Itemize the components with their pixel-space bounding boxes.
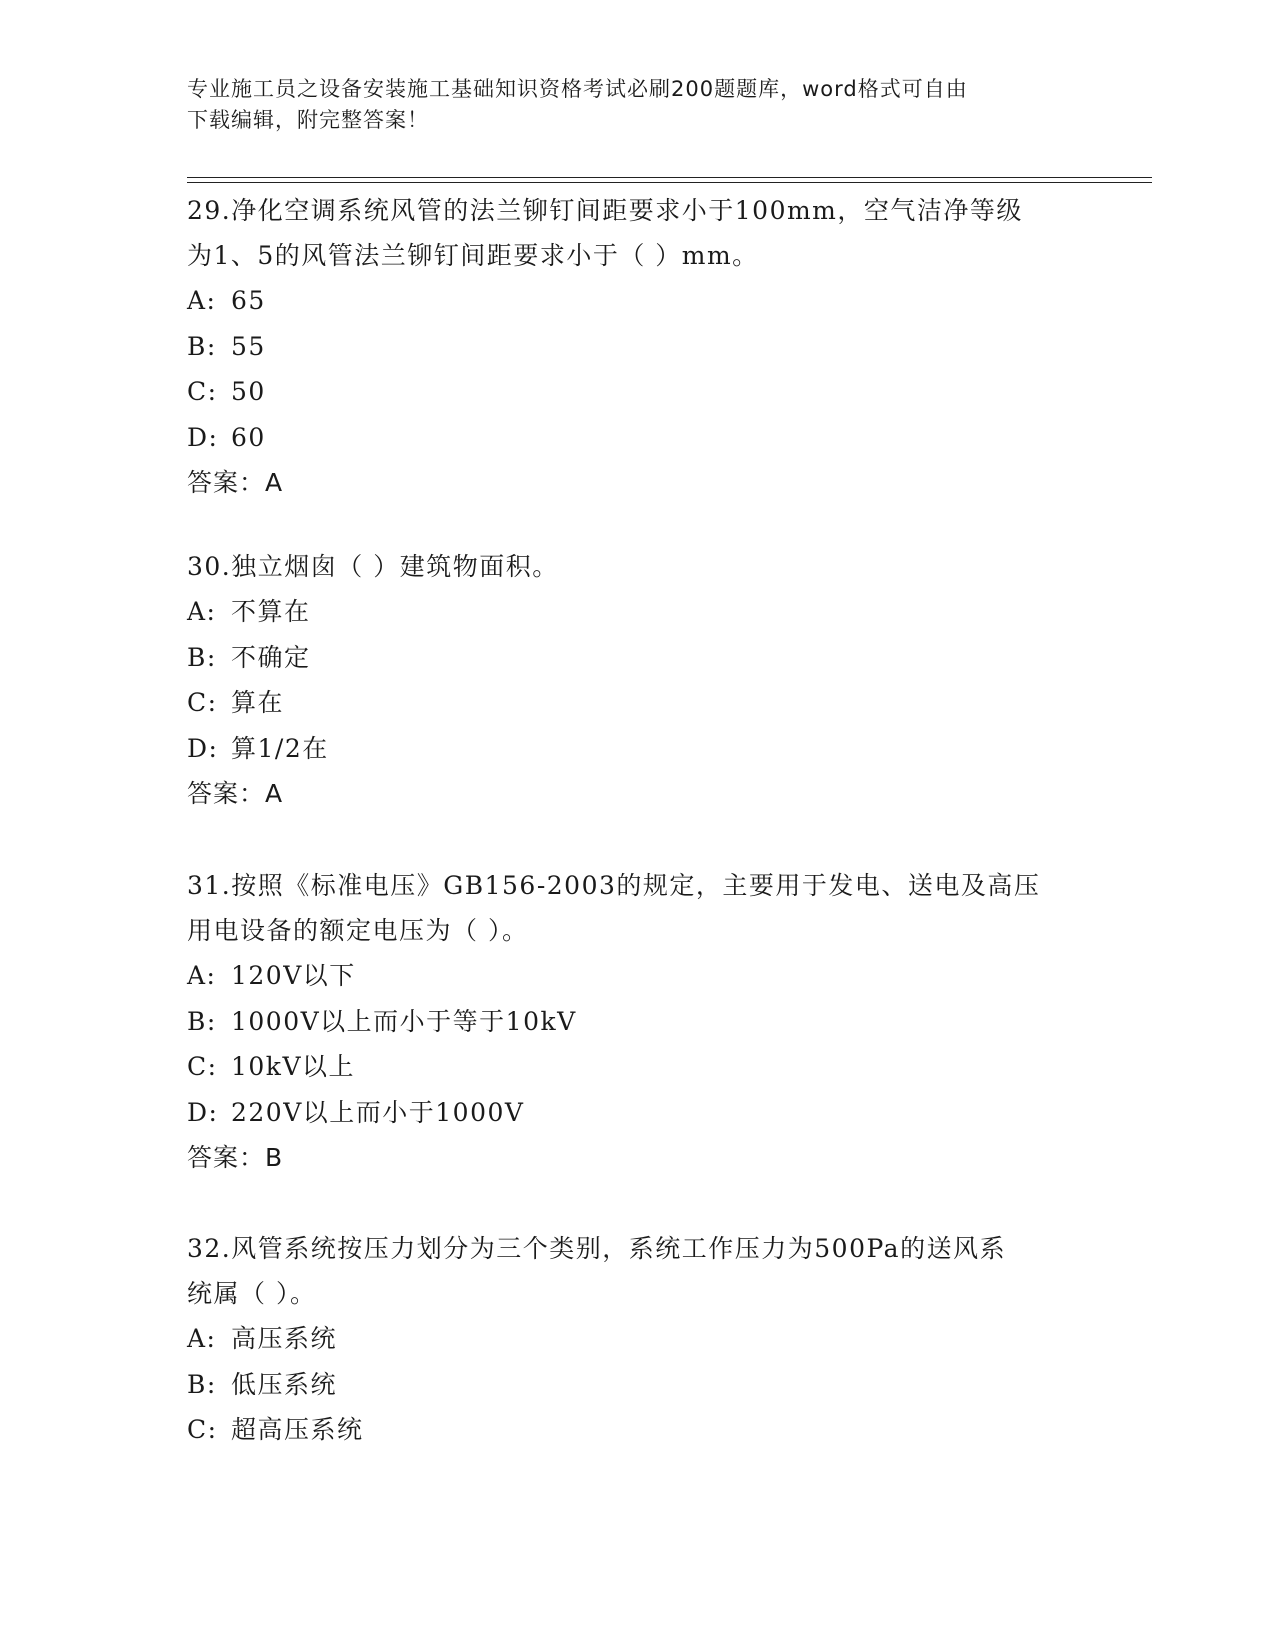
- option-key: C:: [187, 688, 218, 717]
- question-text-line-2: 用电设备的额定电压为（ ）。: [187, 916, 529, 945]
- option-key: D:: [187, 733, 219, 763]
- option-value: 高压系统: [231, 1324, 338, 1353]
- option-a: [187, 278, 1087, 324]
- option-b: [187, 1362, 1087, 1408]
- option-key: B:: [187, 1369, 217, 1399]
- option-value: 1000V以上而小于等于10kV: [231, 1006, 577, 1036]
- option-a: [187, 953, 1087, 999]
- option-value: 65: [231, 286, 266, 315]
- question-text-line-1: 30.独立烟囱（ ）建筑物面积。: [187, 552, 559, 581]
- option-value: 220V以上而小于1000V: [231, 1097, 525, 1127]
- answer-label: 答案：B: [187, 1143, 284, 1172]
- header-line-2: 下载编辑，附完整答案！: [187, 108, 429, 132]
- option-key: D:: [187, 422, 219, 452]
- question-text-line-1: 32.风管系统按压力划分为三个类别，系统工作压力为500Pa的送风系: [187, 1234, 1007, 1263]
- option-c: [187, 680, 1087, 726]
- option-key: B:: [187, 331, 217, 361]
- question-text-line-2: 统属（ ）。: [187, 1279, 317, 1308]
- document-header: [187, 74, 1067, 136]
- question-32: [187, 1226, 1087, 1453]
- option-d: [187, 415, 1087, 461]
- answer-label: 答案：A: [187, 779, 284, 808]
- option-key: C:: [187, 1052, 218, 1081]
- option-b: [187, 324, 1087, 370]
- option-a: [187, 589, 1087, 635]
- option-key: A:: [187, 1324, 217, 1353]
- option-key: C:: [187, 377, 218, 406]
- option-c: [187, 369, 1087, 415]
- option-value: 60: [231, 422, 266, 452]
- question-30: [187, 544, 1087, 816]
- option-value: 超高压系统: [231, 1415, 364, 1444]
- option-key: A:: [187, 286, 217, 315]
- question-31: [187, 863, 1087, 1180]
- option-value: 50: [231, 377, 266, 406]
- answer-label: 答案：A: [187, 468, 284, 497]
- option-key: B:: [187, 1006, 217, 1036]
- option-key: C:: [187, 1415, 218, 1444]
- question-text-line-1: 29.净化空调系统风管的法兰铆钉间距要求小于100mm，空气洁净等级: [187, 196, 1023, 225]
- option-value: 10kV以上: [231, 1052, 356, 1081]
- option-d: [187, 726, 1087, 772]
- option-key: D:: [187, 1097, 219, 1127]
- option-a: [187, 1316, 1087, 1362]
- option-value: 不算在: [231, 597, 311, 626]
- option-c: [187, 1407, 1087, 1453]
- header-divider-bottom: [187, 182, 1152, 183]
- option-key: A:: [187, 597, 217, 626]
- header-line-1: 专业施工员之设备安装施工基础知识资格考试必刷200题题库，word格式可自由: [187, 77, 968, 101]
- option-key: A:: [187, 961, 217, 990]
- option-d: [187, 1090, 1087, 1136]
- option-value: 不确定: [231, 642, 311, 672]
- option-c: [187, 1044, 1087, 1090]
- question-text-line-1: 31.按照《标准电压》GB156-2003的规定，主要用于发电、送电及高压: [187, 871, 1041, 900]
- option-value: 算在: [231, 688, 285, 717]
- option-b: [187, 635, 1087, 681]
- header-divider-top: [187, 177, 1152, 178]
- question-text-line-2: 为1、5的风管法兰铆钉间距要求小于（ ）mm。: [187, 241, 759, 270]
- option-value: 120V以下: [231, 961, 356, 990]
- option-key: B:: [187, 642, 217, 672]
- option-b: [187, 999, 1087, 1045]
- option-value: 算1/2在: [231, 733, 329, 763]
- question-29: [187, 188, 1087, 505]
- option-value: 低压系统: [231, 1369, 338, 1399]
- option-value: 55: [231, 331, 266, 361]
